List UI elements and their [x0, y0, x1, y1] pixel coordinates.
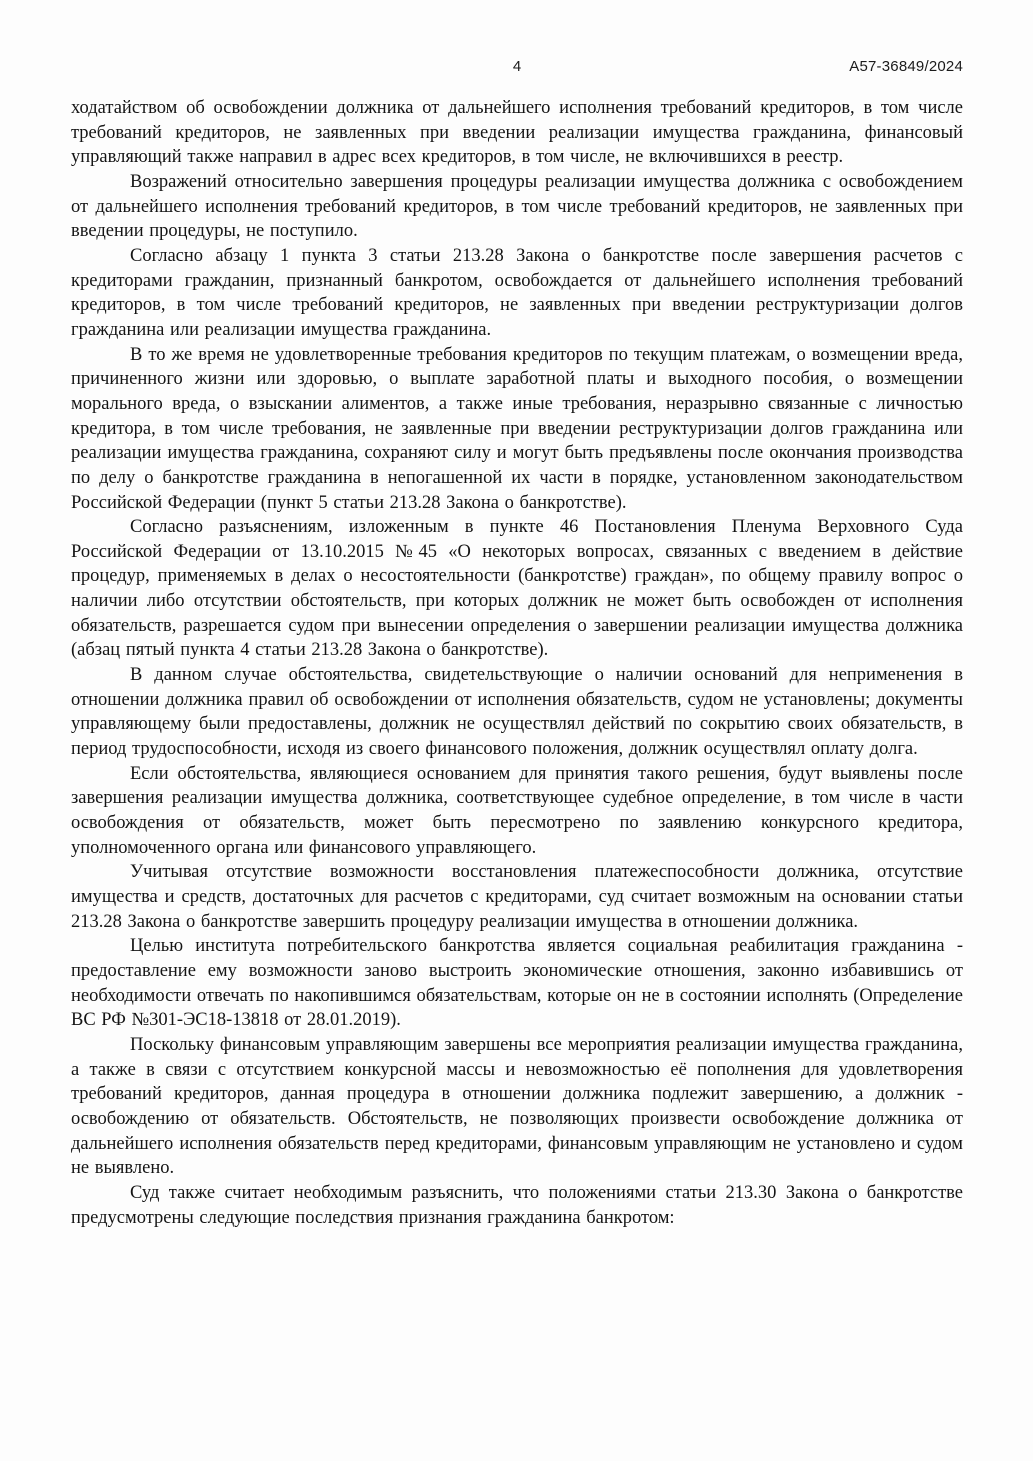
paragraph: Поскольку финансовым управляющим завершены все мероприятия реализации имущества гражданина, а также в связи с отсутствием конкурсной массы и невозможностью её пополнения для удовлетворения требований кредиторов, данная процедура в отношении должника подлежит завершению, а должник - освобождению от обязательств. Обстоятельств, не позволяющих произвести освобождение должника от дальнейшего исполнения обязательств перед кредиторами, финансовым управляющим не установлено и судом не выявлено.: [71, 1034, 963, 1179]
document-body: [71, 96, 963, 1230]
paragraph: Согласно разъяснениям, изложенным в пункте 46 Постановления Пленума Верховного Суда Российской Федерации от 13.10.2015 №45 «О некоторых вопросах, связанных с введением в действие процедур, применяемых в делах о несостоятельности (банкротстве) граждан», по общему правилу вопрос о наличии либо отсутствии обстоятельств, при которых должник не может быть освобожден от исполнения обязательств, разрешается судом при вынесении определения о завершении реализации имущества должника (абзац пятый пункта 4 статьи 213.28 Закона о банкротстве).: [71, 517, 963, 661]
paragraph: Возражений относительно завершения процедуры реализации имущества должника с освобождением от дальнейшего исполнения требований кредиторов, в том числе требований кредиторов, не заявленных при введении процедуры, не поступило.: [71, 171, 963, 242]
paragraph: Учитывая отсутствие возможности восстановления платежеспособности должника, отсутствие имущества и средств, достаточных для расчетов с кредиторами, суд считает возможным на основании статьи 213.28 Закона о банкротстве завершить процедуру реализации имущества в отношении должника.: [71, 862, 963, 932]
case-number: А57-36849/2024: [849, 58, 963, 75]
paragraph: Согласно абзацу 1 пункта 3 статьи 213.28 Закона о банкротстве после завершения расчетов с кредиторами гражданин, признанный банкротом, освобождается от дальнейшего исполнения требований кредиторов, в том числе требований кредиторов, не заявленных при введении реструктуризации долгов гражданина или реализации имущества гражданина.: [71, 245, 963, 340]
paragraph: Суд также считает необходимым разъяснить, что положениями статьи 213.30 Закона о банкротстве предусмотрены следующие последствия признания гражданина банкротом:: [71, 1182, 963, 1228]
paragraph: ходатайством об освобождении должника от дальнейшего исполнения требований кредиторов, в том числе требований кредиторов, не заявленных при введении реализации имущества гражданина, финансовый управляющий также направил в адрес всех кредиторов, в том числе, не включившихся в реестр.: [71, 98, 963, 168]
page-header: [71, 58, 963, 78]
page-number: 4: [512, 58, 522, 75]
paragraph: Если обстоятельства, являющиеся основанием для принятия такого решения, будут выявлены после завершения реализации имущества должника, соответствующее судебное определение, в том числе в части освобождения от обязательств, может быть пересмотрено по заявлению конкурсного кредитора, уполномоченного органа или финансового управляющего.: [71, 763, 963, 858]
paragraph: В то же время не удовлетворенные требования кредиторов по текущим платежам, о возмещении вреда, причиненного жизни или здоровью, о выплате заработной платы и выходного пособия, о возмещении морального вреда, о взыскании алиментов, а также иные требования, неразрывно связанные с личностью кредитора, в том числе требования, не заявленные при введении реструктуризации долгов гражданина или реализации имущества гражданина, сохраняют силу и могут быть предъявлены после окончания производства по делу о банкротстве гражданина в непогашенной их части в порядке, установленном законодательством Российской Федерации (пункт 5 статьи 213.28 Закона о банкротстве).: [71, 344, 963, 513]
paragraph: Целью института потребительского банкротства является социальная реабилитация гражданина - предоставление ему возможности заново выстроить экономические отношения, законно избавившись от необходимости отвечать по накопившимся обязательствам, которые он не в состоянии исполнять (Определение ВС РФ №301-ЭС18-13818 от 28.01.2019).: [71, 936, 963, 1031]
paragraph: В данном случае обстоятельства, свидетельствующие о наличии оснований для неприменения в отношении должника правил об освобождении от исполнения обязательств, судом не установлены; документы управляющему были предоставлены, должник не осуществлял действий по сокрытию своих обязательств, в период трудоспособности, исходя из своего финансового положения, должник осуществлял оплату долга.: [71, 665, 963, 760]
